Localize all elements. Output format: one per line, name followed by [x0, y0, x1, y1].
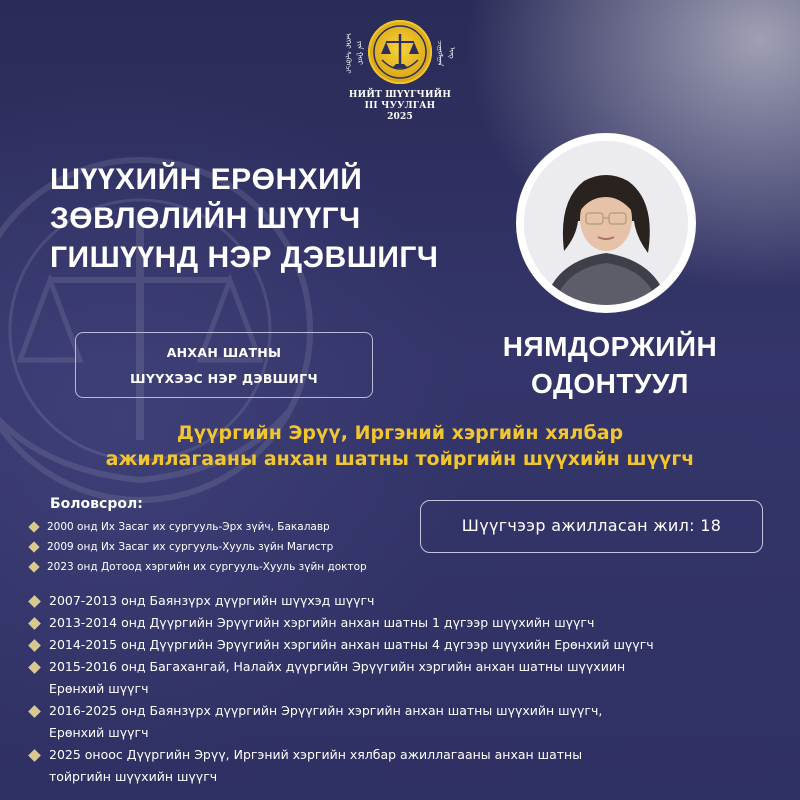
mongolian-script-right-2: ᠢᠩ: [448, 47, 456, 59]
education-item: 2000 онд Их Засаг их сургууль-Эрх зүйч, Бакалавр: [47, 521, 330, 533]
career-item: 2013-2014 онд Дүүргийн Эрүүгийн хэргийн анхан шатны 1 дүгээр шүүхийн шүүгч: [49, 615, 595, 630]
list-item: [30, 517, 430, 537]
candidate-name-line1: НЯМДОРЖИЙН: [502, 331, 718, 362]
career-item-line: тойргийн шүүхийн шүүгч: [49, 769, 218, 784]
list-item: [30, 634, 770, 656]
nomination-badge: [75, 332, 373, 398]
portrait-frame: [516, 133, 696, 313]
candidate-name-line2: ОДОНТУУЛ: [531, 368, 689, 399]
education-label: Боловсрол:: [50, 496, 143, 512]
mongolian-script-left-2: ᠶᠢᠨ ᠭᠤᠷ: [356, 41, 364, 65]
career-item: [49, 700, 602, 744]
mongolian-script-right: ᠴᠢᠭᠤᠯᠭᠠᠨ: [436, 39, 444, 67]
education-item: 2023 онд Дотоод хэргийн их сургууль-Хууль зүйн доктор: [47, 561, 367, 573]
diamond-bullet-icon: [28, 749, 41, 762]
court-logo: [330, 8, 470, 128]
career-item-line: Ерөнхий шүүгч: [49, 725, 149, 740]
list-item: [30, 612, 770, 634]
candidate-name: [440, 328, 780, 402]
logo-title-line1: НИЙТ ШҮҮГЧИЙН: [348, 90, 452, 100]
career-item: 2007-2013 онд Баянзүрх дүүргийн шүүхэд шүүгч: [49, 593, 375, 608]
career-list: [30, 590, 770, 788]
position-line2: ажиллагааны анхан шатны тойргийн шүүхийн шүүгч: [105, 448, 695, 470]
diamond-bullet-icon: [28, 705, 41, 718]
page-title-line3: ГИШҮҮНД НЭР ДЭВШИГЧ: [50, 241, 439, 274]
list-item: [30, 537, 430, 557]
list-item: [30, 700, 770, 744]
position-line1: Дүүргийн Эрүү, Иргэний хэргийн хялбар: [176, 422, 624, 444]
logo-title-line2: III ЧУУЛГАН: [364, 101, 436, 111]
logo-year: 2025: [387, 112, 413, 122]
diamond-bullet-icon: [28, 541, 39, 552]
list-item: [30, 744, 770, 788]
page-title-line2: ЗӨВЛӨЛИЙН ШҮҮГЧ: [50, 202, 361, 235]
scales-emblem-icon: [368, 20, 432, 84]
person-portrait-icon: [524, 141, 688, 305]
logo-title: [330, 90, 470, 123]
nomination-line2: ШҮҮХЭЭС НЭР ДЭВШИГЧ: [130, 371, 318, 386]
mongolian-script-left: ᠡᠩᠭᠡᠷ ᠰᠢᠭᠦᠭᠴᠢ: [344, 32, 352, 74]
career-item-line: 2016-2025 онд Баянзүрх дүүргийн Эрүүгийн хэргийн анхан шатны шүүхийн шүүгч,: [49, 703, 603, 718]
page-title-line1: ШҮҮХИЙН ЕРӨНХИЙ: [50, 163, 363, 196]
diamond-bullet-icon: [28, 521, 39, 532]
list-item: [30, 557, 430, 577]
years-of-service-badge: Шүүгчээр ажилласан жил: 18: [420, 500, 763, 553]
page-title: [50, 160, 490, 277]
education-item: 2009 онд Их Засаг их сургууль-Хууль зүйн Магистр: [47, 541, 334, 553]
list-item: [30, 590, 770, 612]
list-item: [30, 656, 770, 700]
education-list: [30, 517, 430, 577]
diamond-bullet-icon: [28, 639, 41, 652]
career-item-line: 2015-2016 онд Багахангай, Налайх дүүргийн Эрүүгийн хэргийн анхан шатны шүүхиин: [49, 659, 626, 674]
career-item-line: Ерөнхий шүүгч: [49, 681, 149, 696]
diamond-bullet-icon: [28, 595, 41, 608]
diamond-bullet-icon: [28, 617, 41, 630]
career-item-line: 2025 оноос Дүүргийн Эрүү, Иргэний хэргийн хялбар ажиллагааны анхан шатны: [49, 747, 583, 762]
career-item: 2014-2015 онд Дүүргийн Эрүүгийн хэргийн анхан шатны 4 дүгээр шүүхийн Ерөнхий шүүгч: [49, 637, 654, 652]
career-item: [49, 744, 582, 788]
diamond-bullet-icon: [28, 561, 39, 572]
career-item: [49, 656, 625, 700]
candidate-position: [40, 420, 760, 472]
nomination-line1: АНХАН ШАТНЫ: [166, 345, 282, 360]
diamond-bullet-icon: [28, 661, 41, 674]
candidate-portrait: [524, 141, 688, 305]
